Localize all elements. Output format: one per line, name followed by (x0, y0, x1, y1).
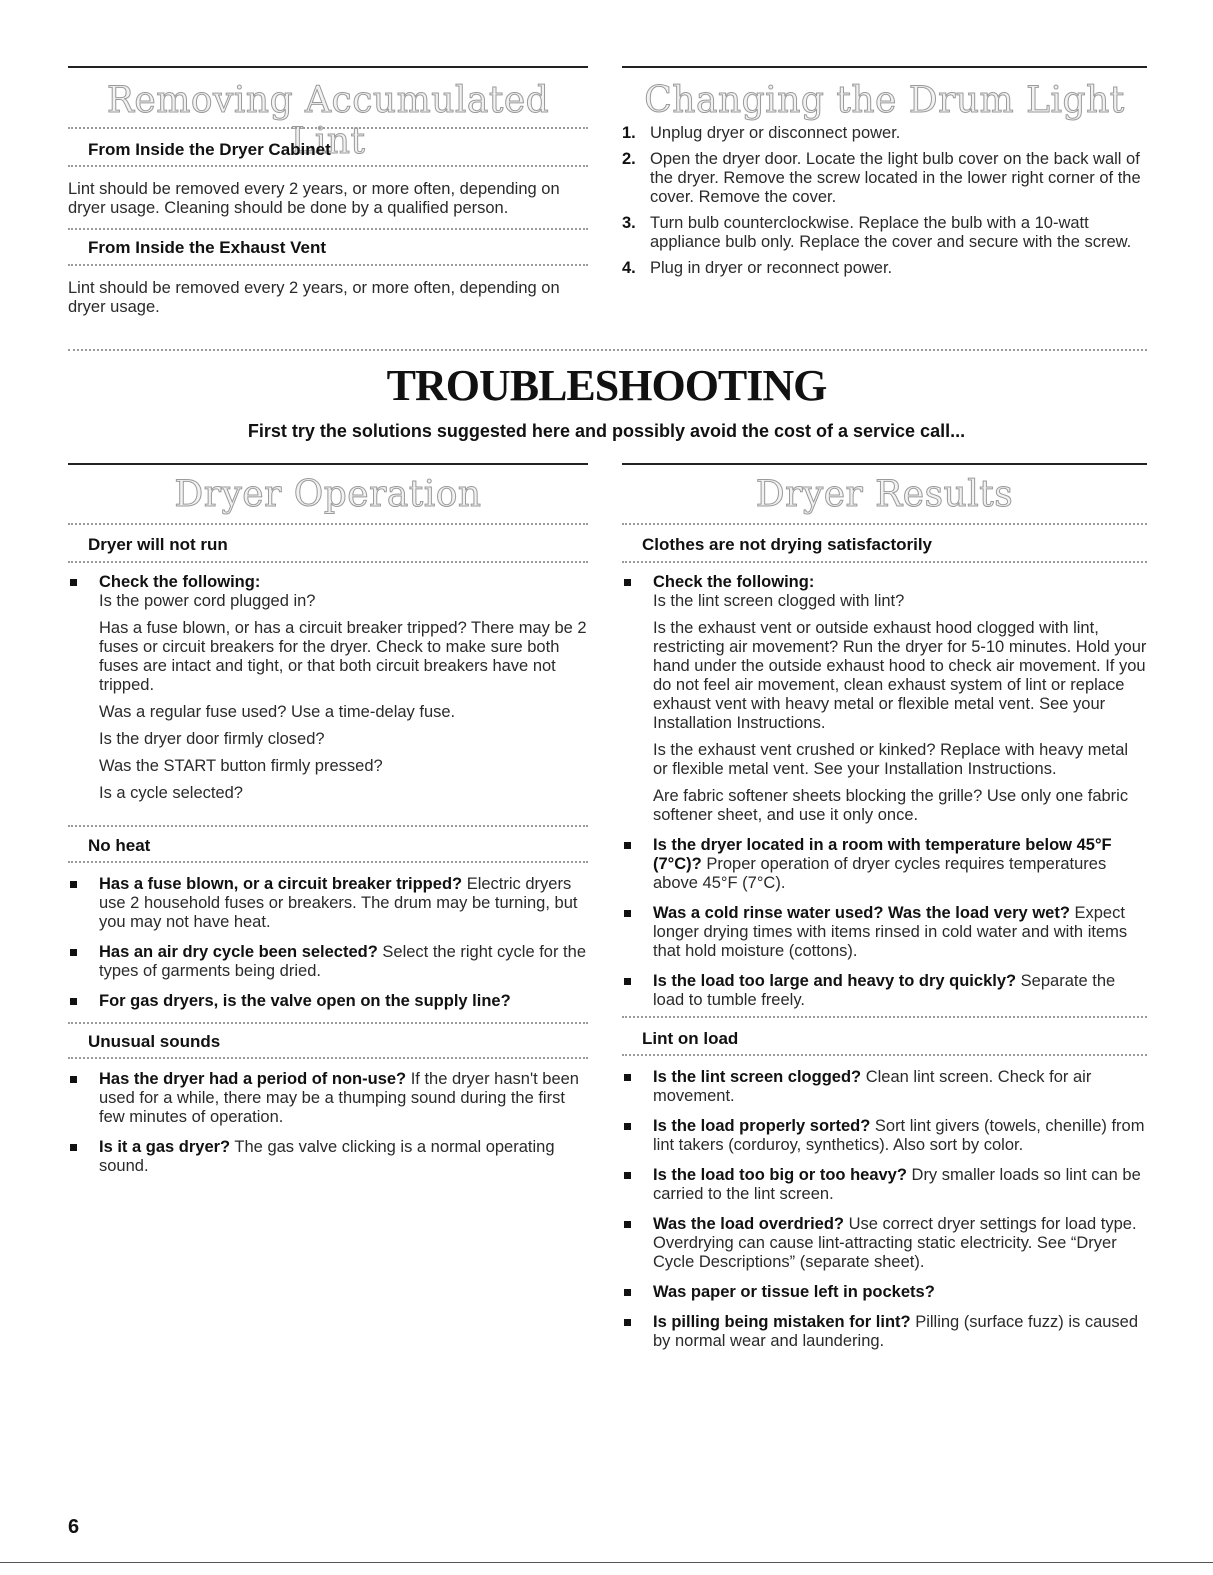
step-number: 4. (622, 259, 636, 277)
dryer-operation-title: Dryer Operation (174, 474, 482, 515)
section-rule-right (622, 463, 1147, 465)
answer: Pilling (surface fuzz) is caused by normal wear and laundering. (653, 1313, 1139, 1350)
will-not-run-list (68, 573, 588, 814)
bullet-icon (624, 910, 631, 917)
question: For gas dryers, is the valve open on the supply line? (99, 992, 511, 1010)
step-item (622, 124, 1147, 143)
check-list (653, 592, 1147, 825)
question: Has an air dry cycle been selected? (99, 943, 378, 961)
answer: Dry smaller loads so lint can be carried to the lint screen. (653, 1166, 1141, 1203)
list-item (622, 972, 1147, 1010)
divider (68, 349, 1147, 351)
drum-light-title: Changing the Drum Light (644, 80, 1125, 121)
question: Is the load too large and heavy to dry quickly? (653, 972, 1017, 990)
top-rule-right (622, 66, 1147, 68)
list-item (622, 1068, 1147, 1106)
cabinet-text: Lint should be removed every 2 years, or more often, depending on dryer usage. Cleaning should be done by a qualified person. (68, 180, 560, 217)
list-item (622, 904, 1147, 961)
check-item: Has a fuse blown, or has a circuit breaker tripped? There may be 2 fuses or circuit breakers for the dryer. Check to make sure both fuses are intact and tight, or that both circuit breakers have not tripped. (99, 619, 587, 694)
check-label: Check the following: (99, 573, 261, 591)
check-item: Is the dryer door firmly closed? (99, 730, 325, 748)
check-item: Is the power cord plugged in? (99, 592, 316, 610)
unusual-sounds-list (68, 1070, 588, 1187)
question: Is the dryer located in a room with temperature below 45°F (7°C)? (653, 836, 1112, 873)
check-item: Was the START button firmly pressed? (99, 757, 383, 775)
no-heat-list (68, 875, 588, 1022)
question: Has the dryer had a period of non-use? (99, 1070, 407, 1088)
dryer-results-title: Dryer Results (755, 474, 1014, 515)
question: Was a cold rinse water used? Was the load very wet? (653, 904, 1070, 922)
removing-lint-title: Removing Accumulated Lint (106, 80, 550, 162)
divider (68, 228, 588, 230)
answer: Expect longer drying times with items rinsed in cold water and with items that hold moisture (cottons). (653, 904, 1128, 960)
answer: Separate the load to tumble freely. (653, 972, 1116, 1009)
answer: If the dryer hasn't been used for a while, there may be a thumping sound during the first few minutes of operation. (99, 1070, 579, 1126)
list-item (622, 1117, 1147, 1155)
list-item (68, 875, 588, 932)
not-drying-heading: Clothes are not drying satisfactorily (642, 535, 933, 554)
page-number: 6 (68, 1516, 80, 1538)
vent-text: Lint should be removed every 2 years, or more often, depending on dryer usage. (68, 279, 560, 316)
list-item (68, 943, 588, 981)
bullet-icon (624, 1289, 631, 1296)
cabinet-heading: From Inside the Dryer Cabinet (88, 140, 331, 159)
list-item (622, 1215, 1147, 1272)
divider (622, 1016, 1147, 1018)
answer: The gas valve clicking is a normal operating sound. (99, 1138, 555, 1175)
bullet-icon (70, 949, 77, 956)
divider (68, 1022, 588, 1024)
divider (68, 165, 588, 167)
bullet-icon (70, 1144, 77, 1151)
step-number: 1. (622, 124, 636, 142)
list-item (68, 1138, 588, 1176)
divider (622, 1054, 1147, 1056)
step-item (622, 214, 1147, 252)
step-number: 2. (622, 150, 636, 168)
answer: Use correct dryer settings for load type. Overdrying can cause lint-attracting static electricity. See “Dryer Cycle Descriptions” (separate sheet). (653, 1215, 1137, 1271)
lint-on-load-heading: Lint on load (642, 1029, 739, 1048)
bullet-icon (624, 842, 631, 849)
list-item (68, 1070, 588, 1127)
step-item (622, 259, 1147, 278)
will-not-run-heading: Dryer will not run (88, 535, 228, 554)
page-subtitle: First try the solutions suggested here and possibly avoid the cost of a service call... (247, 421, 966, 441)
check-item: Is the exhaust vent crushed or kinked? Replace with heavy metal or flexible metal vent. See your Installation Instructions. (653, 741, 1129, 778)
check-label: Check the following: (653, 573, 815, 591)
list-item (622, 1283, 1147, 1302)
bullet-icon (624, 1123, 631, 1130)
divider (68, 127, 588, 129)
divider (68, 523, 588, 525)
divider (622, 523, 1147, 525)
step-text: Plug in dryer or reconnect power. (650, 259, 893, 277)
question: Is the load properly sorted? (653, 1117, 871, 1135)
answer: Sort lint givers (towels, chenille) from lint takers (corduroy, synthetics). Also sort by color. (653, 1117, 1145, 1154)
divider (68, 1057, 588, 1059)
answer: Select the right cycle for the types of garments being dried. (99, 943, 586, 980)
bullet-icon (70, 1076, 77, 1083)
answer: Electric dryers use 2 household fuses or breakers. The drum may be turning, but you may not have heat. (99, 875, 578, 931)
list-item (68, 573, 588, 803)
vent-heading: From Inside the Exhaust Vent (88, 238, 327, 257)
step-number: 3. (622, 214, 636, 232)
bullet-icon (624, 1221, 631, 1228)
divider (68, 561, 588, 563)
drum-light-steps (622, 124, 1147, 285)
question: Was the load overdried? (653, 1215, 845, 1233)
question: Is the load too big or too heavy? (653, 1166, 907, 1184)
page-title: TROUBLESHOOTING (386, 361, 827, 410)
check-item: Is a cycle selected? (99, 784, 243, 802)
check-list (99, 592, 588, 803)
top-rule-left (68, 66, 588, 68)
bullet-icon (70, 881, 77, 888)
question: Is pilling being mistaken for lint? (653, 1313, 911, 1331)
step-text: Open the dryer door. Locate the light bulb cover on the back wall of the dryer. Remove the screw located in the lower right corner of the cover. Remove the cover. (650, 150, 1141, 206)
bullet-icon (624, 1074, 631, 1081)
bullet-icon (70, 579, 77, 586)
check-item: Is the lint screen clogged with lint? (653, 592, 905, 610)
divider (68, 264, 588, 266)
check-item: Are fabric softener sheets blocking the grille? Use only one fabric softener sheet, and use it only once. (653, 787, 1129, 824)
question: Was paper or tissue left in pockets? (653, 1283, 935, 1301)
lint-on-load-list (622, 1068, 1147, 1362)
question: Is the lint screen clogged? (653, 1068, 862, 1086)
list-item (622, 573, 1147, 825)
answer: Proper operation of dryer cycles requires temperatures above 45°F (7°C). (653, 855, 1107, 892)
step-text: Unplug dryer or disconnect power. (650, 124, 901, 142)
bullet-icon (624, 1319, 631, 1326)
list-item (622, 1166, 1147, 1204)
answer: Clean lint screen. Check for air movement. (653, 1068, 1092, 1105)
step-text: Turn bulb counterclockwise. Replace the bulb with a 10-watt appliance bulb only. Replace the cover and secure with the screw. (650, 214, 1132, 251)
list-item (622, 1313, 1147, 1351)
footer-rule (0, 1562, 1213, 1563)
step-item (622, 150, 1147, 207)
question: Is it a gas dryer? (99, 1138, 231, 1156)
list-item (622, 836, 1147, 893)
check-item: Is the exhaust vent or outside exhaust hood clogged with lint, restricting air movement? Run the dryer for 5-10 minutes. Hold your hand under the outside exhaust hood to check air movement. If you do not feel air movement, clean exhaust system of lint or replace exhaust vent with heavy metal or flexible metal vent. See your Installation Instructions. (653, 619, 1147, 732)
unusual-sounds-heading: Unusual sounds (88, 1032, 221, 1051)
bullet-icon (624, 579, 631, 586)
check-item: Was a regular fuse used? Use a time-delay fuse. (99, 703, 456, 721)
divider (68, 861, 588, 863)
not-drying-list (622, 573, 1147, 1021)
divider (68, 825, 588, 827)
bullet-icon (70, 998, 77, 1005)
question: Has a fuse blown, or a circuit breaker tripped? (99, 875, 463, 893)
bullet-icon (624, 978, 631, 985)
list-item (68, 992, 588, 1011)
bullet-icon (624, 1172, 631, 1179)
divider (622, 561, 1147, 563)
no-heat-heading: No heat (88, 836, 151, 855)
section-rule-left (68, 463, 588, 465)
